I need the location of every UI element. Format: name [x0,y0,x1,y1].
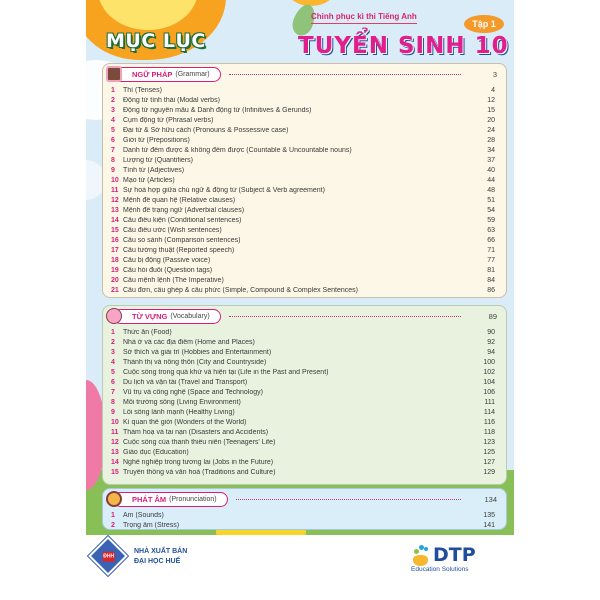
row-label: Lượng từ (Quantifiers) [123,156,193,164]
toc-row[interactable] [111,367,503,377]
toc-row[interactable] [111,275,503,285]
row-number: 11 [111,186,119,194]
toc-row[interactable] [111,520,503,530]
toc-list [111,510,503,530]
toc-list [111,327,503,477]
page-title: MỤC LỤC [106,30,206,52]
row-number: 19 [111,266,119,274]
section-subtitle: (Vocabulary) [170,312,210,320]
toc-row[interactable] [111,185,503,195]
section-subtitle: (Pronunciation) [169,495,217,503]
toc-row[interactable] [111,205,503,215]
row-number: 16 [111,236,119,244]
row-label: Thức ăn (Food) [123,328,172,336]
section-pronunciation [102,488,507,530]
row-label: Câu đơn, câu ghép & câu phức (Simple, Compound & Complex Sentences) [123,286,358,294]
row-number: 5 [111,368,115,376]
toc-row[interactable] [111,145,503,155]
row-page: 86 [487,286,495,294]
toc-row[interactable] [111,377,503,387]
row-number: 12 [111,438,119,446]
section-page: 134 [484,494,497,504]
section-page: 3 [492,69,497,79]
section-title: TỪ VỰNG [132,311,168,321]
row-page: 15 [487,106,495,114]
row-page: 123 [483,438,495,446]
row-page: 94 [487,348,495,356]
row-label: Nhà ở và các địa điểm (Home and Places) [123,338,255,346]
row-page: 116 [483,418,495,426]
toc-row[interactable] [111,155,503,165]
row-page: 102 [483,368,495,376]
row-page: 92 [487,338,495,346]
row-number: 1 [111,86,115,94]
toc-row[interactable] [111,85,503,95]
dot-leader [229,316,461,317]
row-label: Câu hỏi đuôi (Question tags) [123,266,213,274]
row-page: 20 [487,116,495,124]
row-label: Câu so sánh (Comparison sentences) [123,236,241,244]
row-number: 13 [111,206,119,214]
row-number: 7 [111,146,115,154]
dtp-people-icon [413,545,429,567]
row-number: 3 [111,106,115,114]
section-title-pill [113,309,221,324]
toc-row[interactable] [111,285,503,295]
toc-row[interactable] [111,115,503,125]
row-label: Sở thích và giải trí (Hobbies and Entertainment) [123,348,272,356]
row-page: 81 [487,266,495,274]
row-page: 12 [487,96,495,104]
toc-row[interactable] [111,327,503,337]
row-page: 84 [487,276,495,284]
row-label: Mệnh đề quan hệ (Relative clauses) [123,196,236,204]
row-number: 14 [111,216,119,224]
row-page: 106 [483,388,495,396]
row-label: Đại từ & Sở hữu cách (Pronouns & Possessive case) [123,126,289,134]
row-page: 125 [483,448,495,456]
row-number: 10 [111,418,119,426]
row-number: 15 [111,468,119,476]
row-number: 6 [111,378,115,386]
row-label: Tính từ (Adjectives) [123,166,185,174]
publisher-logo-text: ĐHH [103,553,115,560]
row-number: 8 [111,156,115,164]
row-label: Câu tường thuật (Reported speech) [123,246,235,254]
row-number: 9 [111,408,115,416]
toc-row[interactable] [111,337,503,347]
row-label: Kì quan thế giới (Wonders of the World) [123,418,247,426]
row-number: 2 [111,96,115,104]
row-page: 40 [487,166,495,174]
row-page: 51 [487,196,495,204]
section-title-pill [113,67,221,82]
section-grammar [102,63,507,298]
toc-row[interactable] [111,175,503,185]
row-number: 4 [111,358,115,366]
toc-list [111,85,503,295]
apple-icon [106,308,122,324]
row-number: 18 [111,256,119,264]
row-number: 9 [111,166,115,174]
row-page: 66 [487,236,495,244]
row-page: 37 [487,156,495,164]
publisher-logo [88,536,128,576]
row-number: 15 [111,226,119,234]
row-label: Danh từ đếm được & không đếm được (Countable & Uncountable nouns) [123,146,352,154]
row-number: 4 [111,116,115,124]
toc-row[interactable] [111,235,503,245]
partner-name: DTP [433,544,476,566]
row-label: Cụm động từ (Phrasal verbs) [123,116,214,124]
row-page: 90 [487,328,495,336]
toc-row[interactable] [111,195,503,205]
row-page: 63 [487,226,495,234]
row-label: Du lịch và vận tải (Travel and Transport) [123,378,248,386]
row-label: Thảm hoạ và tai nạn (Disasters and Accidents) [123,428,269,436]
row-page: 111 [484,398,495,406]
section-header[interactable] [109,491,505,507]
section-header[interactable] [109,308,505,324]
section-title-pill [113,492,228,507]
section-page: 89 [488,311,497,321]
row-label: Câu bị động (Passive voice) [123,256,211,264]
toc-row[interactable] [111,457,503,467]
footer [86,535,514,600]
section-header[interactable] [109,66,505,82]
row-number: 2 [111,521,115,529]
publisher-line-2: ĐẠI HỌC HUẾ [134,558,181,565]
row-page: 135 [483,511,495,519]
row-number: 2 [111,338,115,346]
toc-row[interactable] [111,105,503,115]
row-label: Giới từ (Prepositions) [123,136,190,144]
row-number: 13 [111,448,119,456]
series-subtitle: Chinh phục kì thi Tiếng Anh [311,12,417,24]
row-page: 44 [487,176,495,184]
row-number: 12 [111,196,119,204]
row-number: 8 [111,398,115,406]
dot-leader [236,499,461,500]
row-page: 4 [491,86,495,94]
row-page: 129 [483,468,495,476]
toc-row[interactable] [111,165,503,175]
toc-row[interactable] [111,437,503,447]
row-label: Cuộc sống trong quá khứ và hiện tại (Life in the Past and Present) [123,368,329,376]
toc-row[interactable] [111,417,503,427]
toc-row[interactable] [111,357,503,367]
row-label: Cuộc sống của thanh thiếu niên (Teenagers' Life) [123,438,276,446]
row-page: 127 [483,458,495,466]
book-icon [106,66,122,82]
row-label: Động từ tình thái (Modal verbs) [123,96,220,104]
row-label: Sự hoà hợp giữa chủ ngữ & động từ (Subject & Verb agreement) [123,186,325,194]
row-label: Câu điều kiện (Conditional sentences) [123,216,242,224]
toc-row[interactable] [111,125,503,135]
section-vocabulary [102,305,507,485]
row-label: Trọng âm (Stress) [123,521,180,529]
row-page: 141 [483,521,495,529]
row-number: 7 [111,388,115,396]
volume-badge: Tập 1 [464,15,504,33]
row-number: 11 [111,428,119,436]
row-page: 59 [487,216,495,224]
row-page: 104 [483,378,495,386]
row-number: 10 [111,176,119,184]
row-number: 6 [111,136,115,144]
row-label: Động từ nguyên mẫu & Danh động từ (Infinitives & Gerunds) [123,106,312,114]
row-label: Vũ trụ và công nghệ (Space and Technology) [123,388,263,396]
row-label: Lối sống lành mạnh (Healthy Living) [123,408,235,416]
row-page: 118 [483,428,495,436]
toc-row[interactable] [111,265,503,275]
row-page: 48 [487,186,495,194]
row-label: Nghề nghiệp trong tương lai (Jobs in the Future) [123,458,274,466]
row-label: Câu mệnh lệnh (The Imperative) [123,276,224,284]
row-page: 34 [487,146,495,154]
toc-row[interactable] [111,407,503,417]
toc-row[interactable] [111,387,503,397]
publisher-line-1: NHÀ XUẤT BẢN [134,548,188,555]
toc-row[interactable] [111,255,503,265]
row-label: Âm (Sounds) [123,511,164,519]
book-page [86,0,514,600]
row-label: Câu điều ước (Wish sentences) [123,226,222,234]
row-page: 100 [483,358,495,366]
partner-tagline: Education Solutions [411,566,469,573]
toc-row[interactable] [111,447,503,457]
row-label: Mạo từ (Articles) [123,176,175,184]
row-page: 24 [487,126,495,134]
toc-row[interactable] [111,135,503,145]
row-label: Truyền thống và văn hoá (Traditions and Culture) [123,468,276,476]
toc-row[interactable] [111,95,503,105]
row-number: 17 [111,246,119,254]
row-page: 77 [487,256,495,264]
row-page: 71 [487,246,495,254]
row-number: 3 [111,348,115,356]
row-number: 5 [111,126,115,134]
row-page: 54 [487,206,495,214]
row-page: 28 [487,136,495,144]
row-label: Mệnh đề trạng ngữ (Adverbial clauses) [123,206,245,214]
section-subtitle: (Grammar) [175,70,210,78]
section-title: NGỮ PHÁP [132,69,173,79]
row-number: 14 [111,458,119,466]
toc-row[interactable] [111,347,503,357]
row-number: 1 [111,328,115,336]
row-label: Môi trường sống (Living Environment) [123,398,241,406]
row-label: Thành thị và nông thôn (City and Countryside) [123,358,267,366]
publisher-name [134,547,187,567]
dot-leader [229,74,461,75]
toc-row[interactable] [111,245,503,255]
row-label: Giáo dục (Education) [123,448,189,456]
book-title: TUYỂN SINH 10 [298,33,509,59]
toc-row[interactable] [111,427,503,437]
row-number: 1 [111,511,115,519]
section-title: PHÁT ÂM [132,494,167,504]
toc-row[interactable] [111,467,503,477]
row-page: 114 [483,408,495,416]
toc-row[interactable] [111,397,503,407]
row-number: 20 [111,276,119,284]
ear-icon [106,491,122,507]
toc-row[interactable] [111,225,503,235]
toc-row[interactable] [111,215,503,225]
toc-row[interactable] [111,510,503,520]
row-label: Thì (Tenses) [123,86,162,94]
row-number: 21 [111,286,119,294]
